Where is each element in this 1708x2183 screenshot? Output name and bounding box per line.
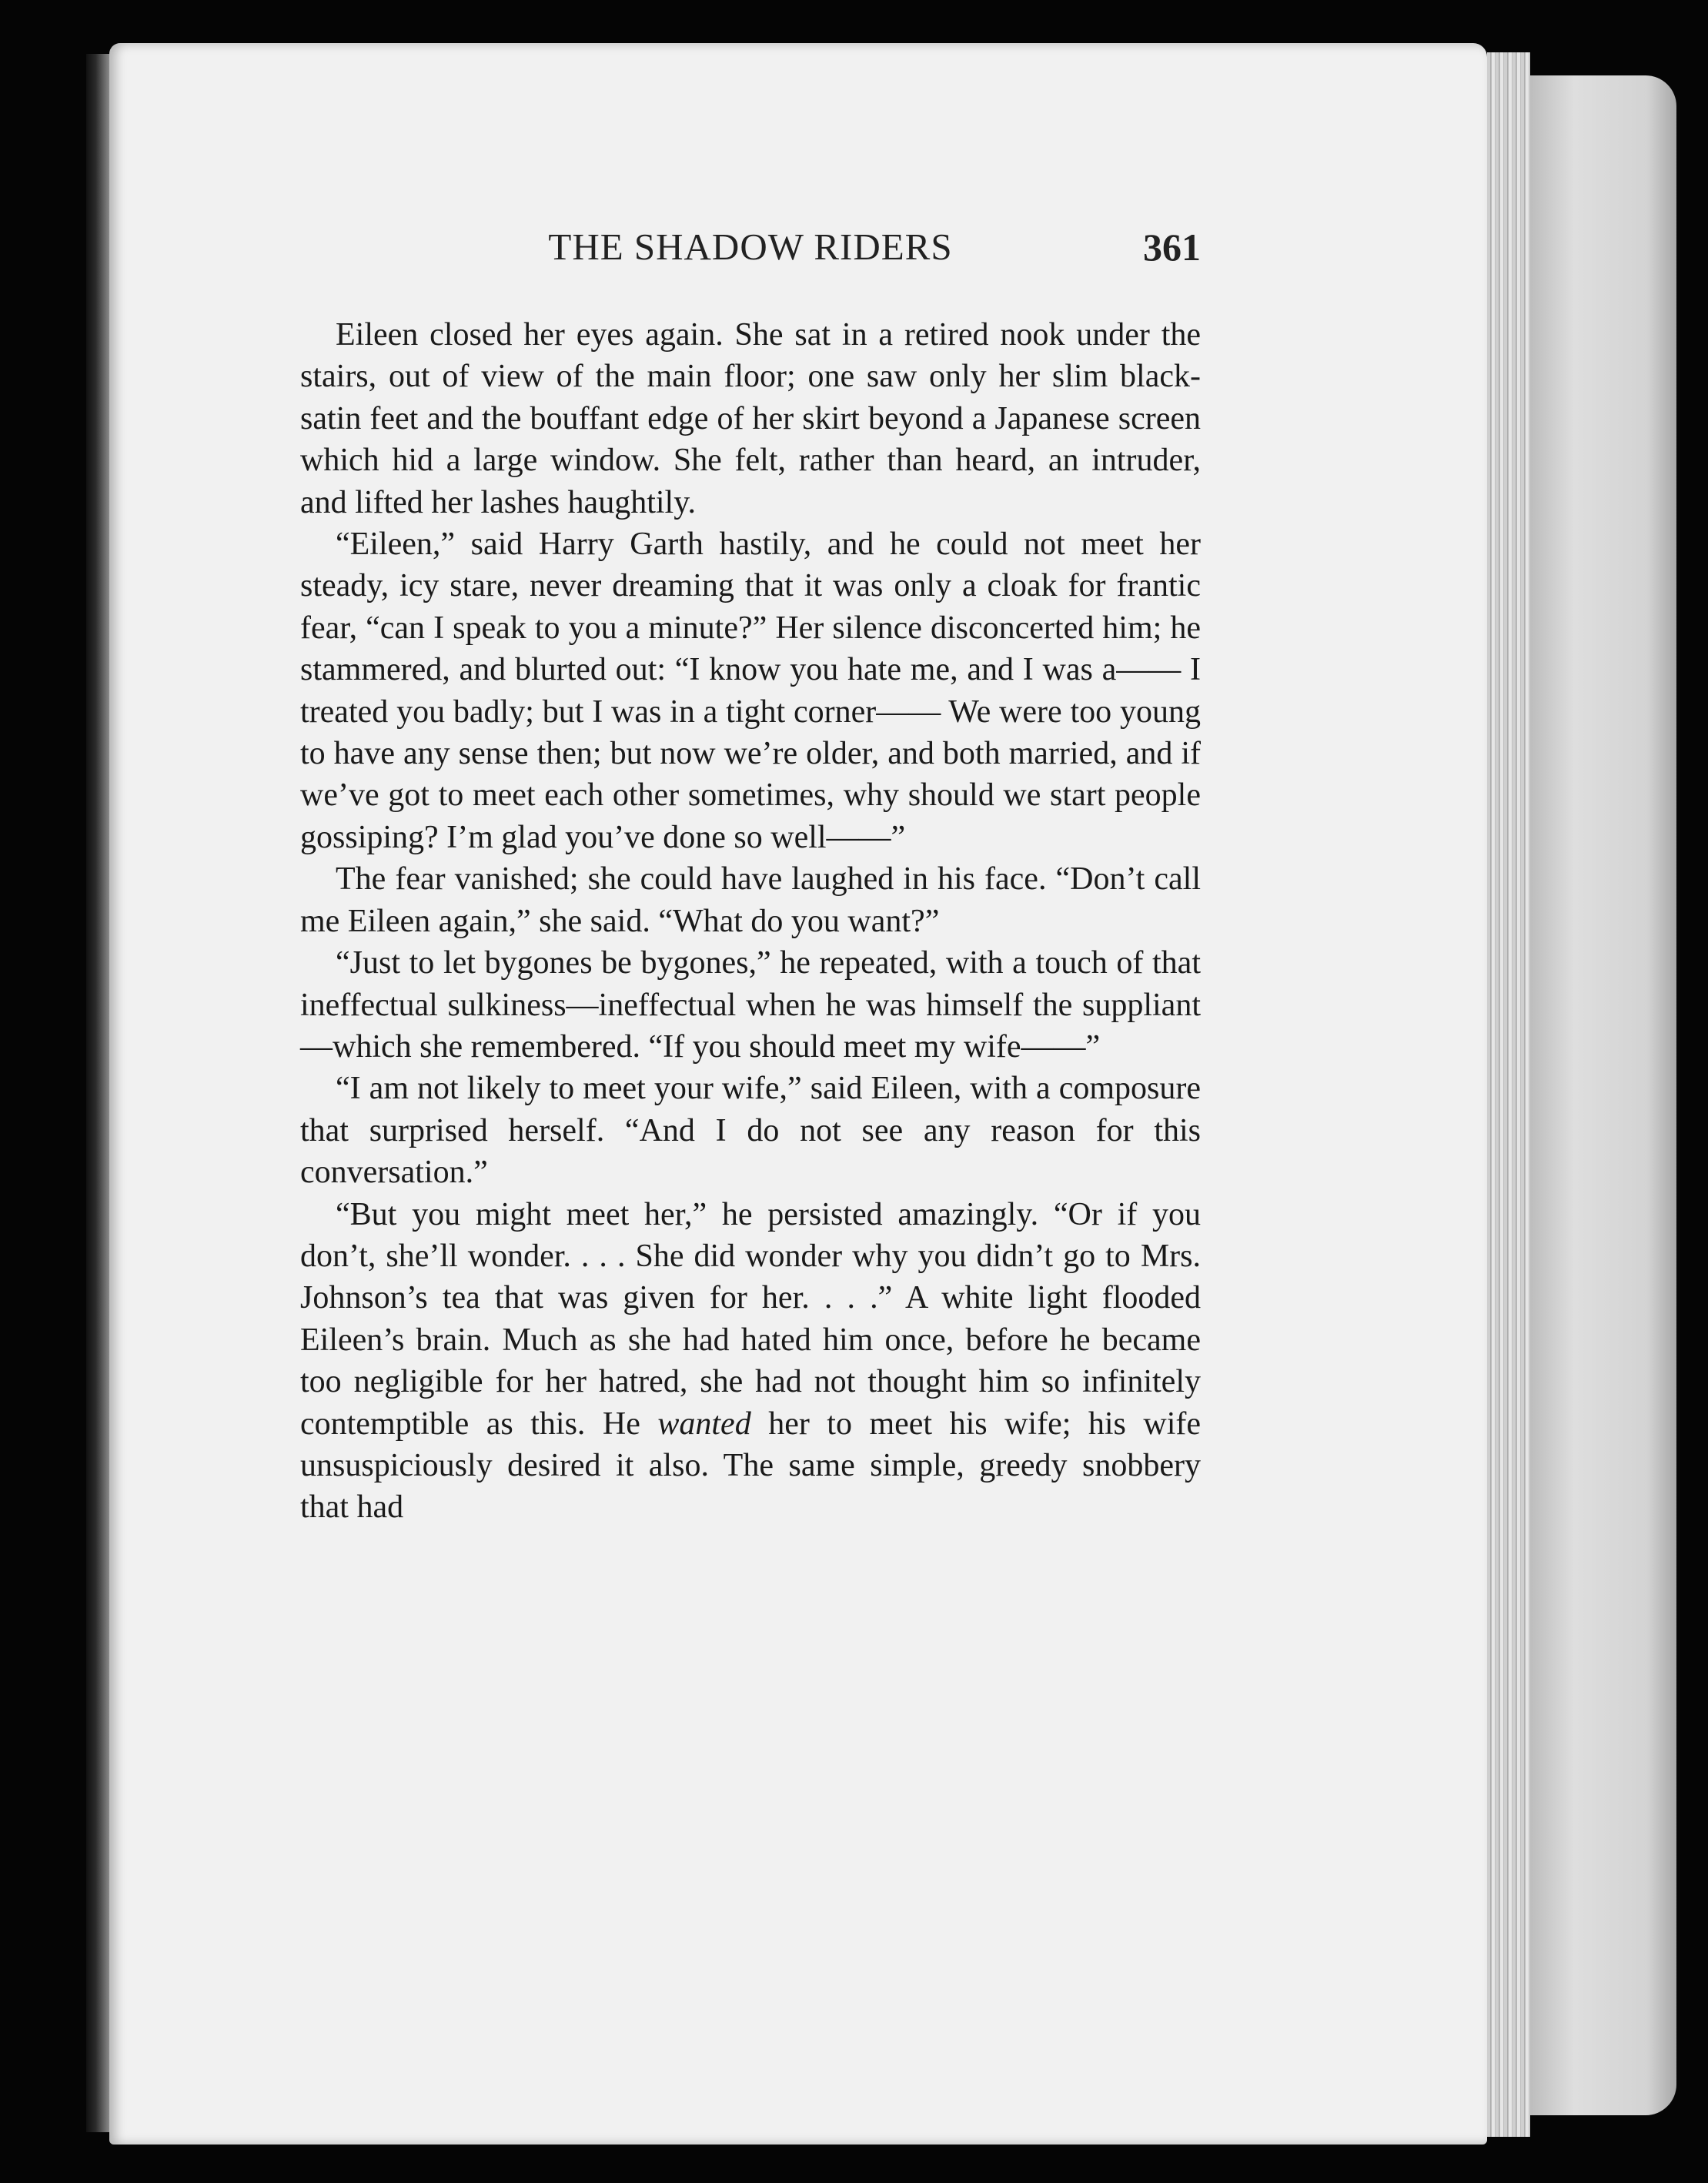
body-text <box>300 314 1201 1529</box>
book-spine-edge <box>86 54 109 2132</box>
paragraph-text: “But you might meet her,” he persisted amazingly. “Or if you don’t, she’ll wonder. . . . She did wonder why you didn’t go to Mrs. Johnson’s tea that was given for her. . . .” A white light flooded Eileen’s brain. Much as she had hated him once, before he became too negligible for her hatred, she had not thought him so infinitely contemptible as this. He <box>300 1196 1201 1442</box>
paragraph: “Eileen,” said Harry Garth hastily, and he could not meet her steady, icy stare, never dreaming that it was only a cloak for frantic fear, “can I speak to you a minute?” Her silence disconcerted him; he stammered, and blurted out: “I know you hate me, and I was a—— I treated you badly; but I was in a tight corner—— We were too young to have any sense then; but now we’re older, and both married, and if we’ve got to meet each other sometimes, why should we start people gossiping? I’m glad you’ve done so well——” <box>300 527 1201 855</box>
page-header <box>300 225 1201 279</box>
emphasized-word: wanted <box>657 1406 751 1442</box>
page-edges <box>1487 52 1530 2137</box>
paragraph: “Just to let bygones be bygones,” he repeated, with a touch of that ineffectual sulkiness—ineffectual when he was himself the suppliant—which she remembered. “If you should meet my wife——” <box>300 945 1201 1065</box>
page-number: 361 <box>1143 226 1201 269</box>
paragraph: “I am not likely to meet your wife,” said Eileen, with a composure that surprised herself. “And I do not see any reason for this conversation.” <box>300 1071 1201 1191</box>
paragraph: Eileen closed her eyes again. She sat in a retired nook under the stairs, out of view of the main floor; one saw only her slim black-satin feet and the bouffant edge of her skirt beyond a Japanese screen which hid a large window. She felt, rather than heard, an intruder, and lifted her lashes haughtily. <box>300 317 1201 520</box>
running-head: THE SHADOW RIDERS <box>548 226 953 268</box>
book-back-cover <box>1530 75 1676 2115</box>
paragraph: The fear vanished; she could have laughed in his face. “Don’t call me Eileen again,” she said. “What do you want?” <box>300 861 1201 939</box>
paragraph-text: her to meet his wife; his wife unsuspiciously desired it also. The same simple, greedy snobbery that had <box>300 1406 1201 1526</box>
paragraph <box>300 1194 1201 1529</box>
